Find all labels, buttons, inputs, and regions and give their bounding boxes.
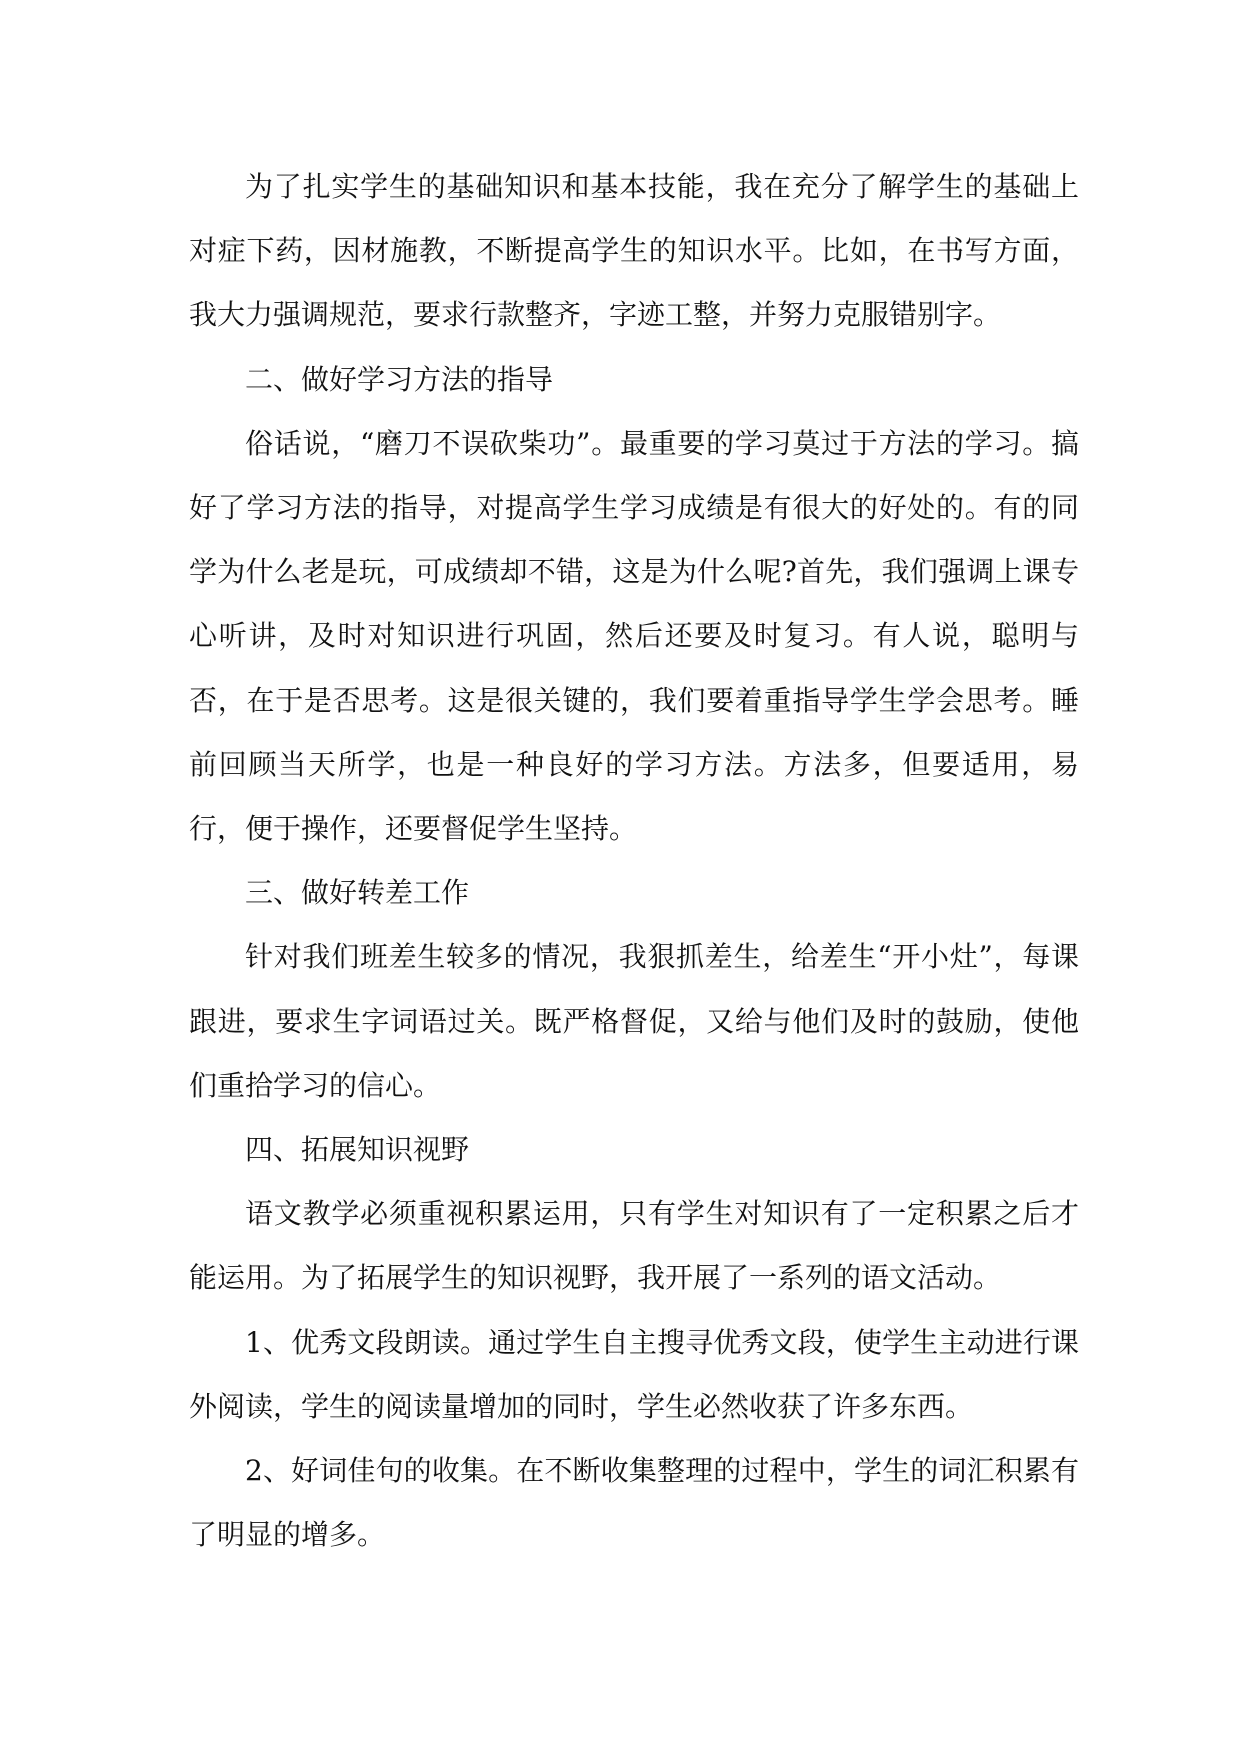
paragraph-foundation: 为了扎实学生的基础知识和基本技能，我在充分了解学生的基础上对症下药，因材施教，不断提高学生的知识水平。比如，在书写方面，我大力强调规范，要求行款整齐，字迹工整，并努力克服错别字。 [189, 170, 1079, 332]
paragraph-weak-students: 针对我们班差生较多的情况，我狠抓差生，给差生“开小灶”，每课跟进，要求生字词语过关。既严格督促，又给与他们及时的鼓励，使他们重拾学习的信心。 [189, 940, 1079, 1102]
document-body [189, 155, 1079, 1567]
section-heading-expand-knowledge: 四、拓展知识视野 [245, 1133, 470, 1167]
paragraph-item-collection: 2、好词佳句的收集。在不断收集整理的过程中，学生的词汇积累有了明显的增多。 [189, 1454, 1079, 1552]
paragraph-item-reading: 1、优秀文段朗读。通过学生自主搜寻优秀文段，使学生主动进行课外阅读，学生的阅读量增加的同时，学生必然收获了许多东西。 [189, 1325, 1079, 1423]
section-heading-study-methods: 二、做好学习方法的指导 [245, 362, 554, 396]
paragraph-expand-knowledge: 语文教学必须重视积累运用，只有学生对知识有了一定积累之后才能运用。为了拓展学生的知识视野，我开展了一系列的语文活动。 [189, 1197, 1079, 1295]
section-heading-weak-students: 三、做好转差工作 [245, 876, 470, 910]
paragraph-study-methods: 俗话说，“磨刀不误砍柴功”。最重要的学习莫过于方法的学习。搞好了学习方法的指导，对提高学生学习成绩是有很大的好处的。有的同学为什么老是玩，可成绩却不错，这是为什么呢?首先，我们强调上课专心听讲，及时对知识进行巩固，然后还要及时复习。有人说，聪明与否，在于是否思考。这是很关键的，我们要着重指导学生学会思考。睡前回顾当天所学，也是一种良好的学习方法。方法多，但要适用，易行，便于操作，还要督促学生坚持。 [189, 426, 1079, 846]
